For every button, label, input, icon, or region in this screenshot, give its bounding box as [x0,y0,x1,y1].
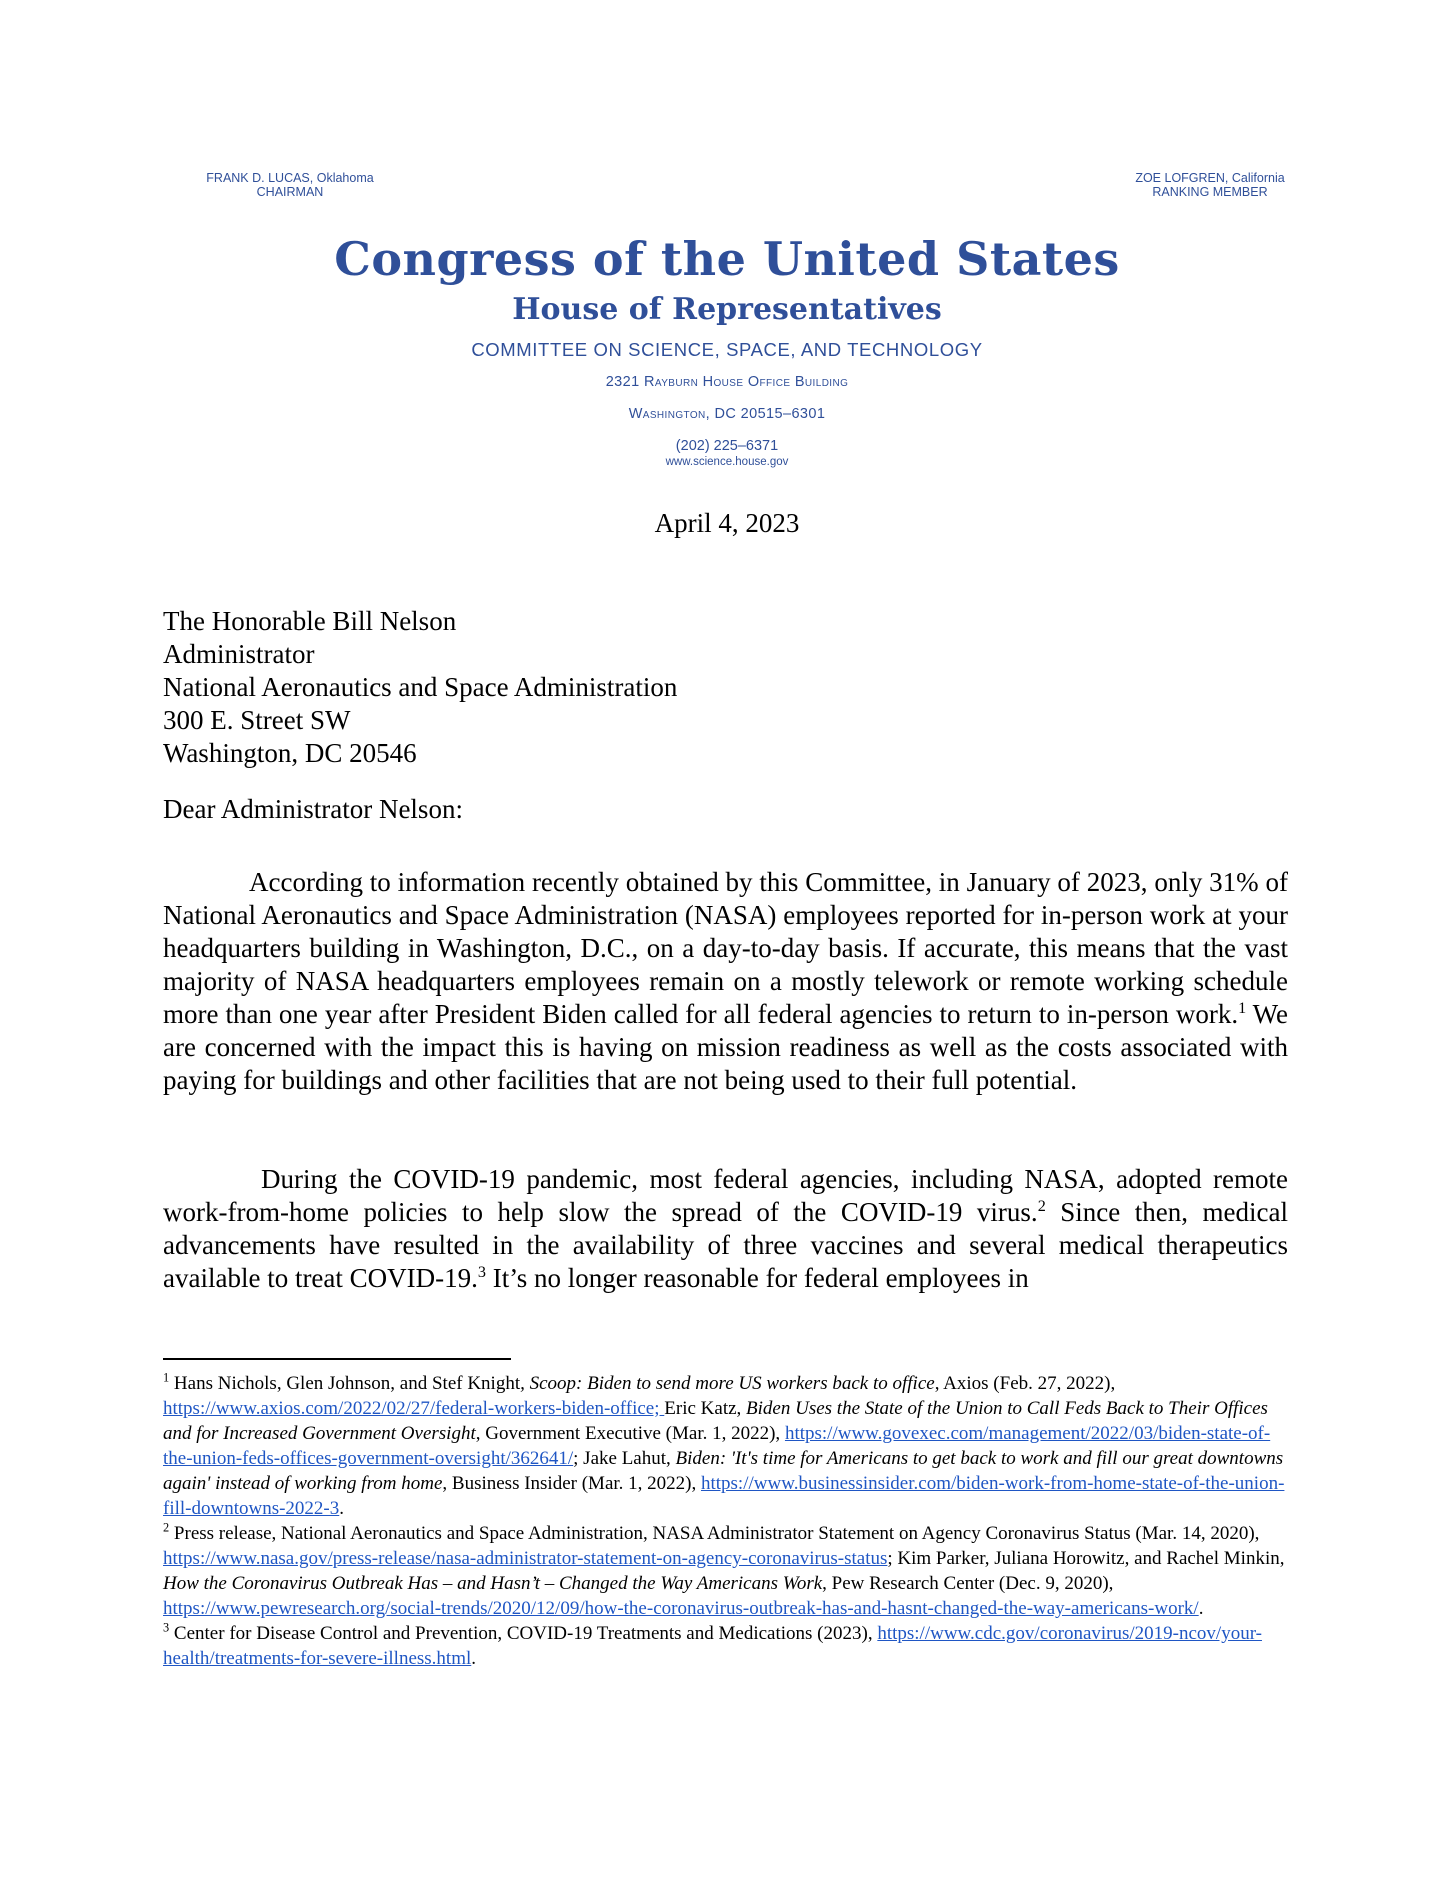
footnote-title: , Scoop: Biden to send more US workers back to office [520,1373,935,1394]
recipient-line: Washington, DC 20546 [163,738,417,768]
paragraph-2 [163,1163,1288,1295]
footnote-number: 3 [163,1620,170,1635]
footnote-link[interactable]: https://www.businessinsider.com/biden-work-from-home-state-of-the-union-fill-downtowns-2022-3 [163,1473,1285,1519]
footnote-text: , Business Insider (Mar. 1, 2022), [442,1473,701,1494]
footnote-text: , Government Executive (Mar. 1, 2022), [475,1423,785,1444]
footnote-link[interactable]: https://www.govexec.com/management/2022/03/biden-state-of-the-union-feds-offices-government-oversight/362641/ [163,1423,1271,1469]
footnote-title: Biden: 'It's time for Americans to get back to work and fill our great downtowns again' instead of working from home [163,1448,1284,1494]
footnote-title: Biden Uses the State of the Union to Call Feds Back to Their Offices and for Increased Government Oversight [163,1398,1268,1444]
footnote-text: Eric Katz, [664,1398,747,1419]
paragraph-1 [163,866,1288,1097]
office-address: 2321 Rayburn House Office Building [605,374,849,390]
website: www.science.house.gov [665,456,789,468]
recipient-line: 300 E. Street SW [163,705,351,735]
letter-date: April 4, 2023 [654,508,800,538]
house-heading: House of Representatives [512,292,942,327]
footnote-ref: 2 [1037,1197,1046,1215]
footnote-text: ; Kim Parker, Juliana Horowitz, and Rachel Minkin, [887,1548,1285,1569]
footnote-ref: 3 [477,1263,486,1281]
footnote-ref: 1 [1238,999,1247,1017]
footnote-number: 1 [163,1370,170,1385]
footnote-link[interactable]: https://www.axios.com/2022/02/27/federal-workers-biden-office; [163,1398,665,1419]
chairman-title: CHAIRMAN [256,185,324,199]
recipient-line: The Honorable Bill Nelson [163,606,457,636]
paragraph-text: Since then, medical advancements have resulted in the availability of three vaccines and several medical therapeutics available to treat COVID-19. [163,1197,1288,1293]
ranking-member-name: ZOE LOFGREN, California [1135,171,1285,185]
recipient-address [163,605,1288,770]
paragraph-text: It’s no longer reasonable for federal employees in [485,1263,1029,1293]
chairman-block [160,171,420,199]
chairman-name: FRANK D. LUCAS, Oklahoma [206,171,374,185]
city-zip: Washington, DC 20515–6301 [628,406,826,422]
paragraph-text: During the COVID-19 pandemic, most federal agencies, including NASA, adopted remote work-from-home policies to help slow the spread of the COVID-19 virus. [163,1164,1288,1227]
footnote-text: , Pew Research Center (Dec. 9, 2020), [822,1573,1114,1594]
ranking-member-title: RANKING MEMBER [1152,185,1268,199]
recipient-line: Administrator [163,639,315,669]
footnote-2 [163,1521,1288,1621]
footnote-text: . [471,1648,477,1669]
footnote-text: Press release, National Aeronautics and Space Administration, NASA Administrator Statement on Agency Coronavirus Status (Mar. 14, 2020), [169,1523,1260,1544]
footnote-text: . [339,1498,345,1519]
footnote-divider [163,1358,511,1360]
footnote-text: Center for Disease Control and Prevention, COVID-19 Treatments and Medications (2023), [169,1623,878,1644]
paragraph-text: We are concerned with the impact this is having on mission readiness as well as the costs associated with paying for buildings and other facilities that are not being used to their full potential. [163,999,1288,1095]
footnote-link[interactable]: https://www.nasa.gov/press-release/nasa-administrator-statement-on-agency-coronavirus-status [163,1548,888,1569]
footnote-text: . [1198,1598,1204,1619]
footnote-3 [163,1621,1288,1671]
footnotes [163,1371,1288,1671]
ranking-member-block [1075,171,1345,199]
footnote-text: ; Jake Lahut, [573,1448,676,1469]
footnote-text: Hans Nichols, Glen Johnson, and Stef Knight [169,1373,521,1394]
footnote-title: How the Coronavirus Outbreak Has – and Hasn’t – Changed the Way Americans Work [163,1573,823,1594]
committee-name: COMMITTEE ON SCIENCE, SPACE, AND TECHNOLOGY [471,339,983,360]
footnote-number: 2 [163,1520,170,1535]
recipient-line: National Aeronautics and Space Administration [163,672,678,702]
footnote-text: , Axios (Feb. 27, 2022), [934,1373,1116,1394]
paragraph-text: According to information recently obtained by this Committee, in January of 2023, only 31% of National Aeronautics and Space Administration (NASA) employees reported for in-person work at your headquarters building in Washington, D.C., on a day-to-day basis. If accurate, this means that the vast majority of NASA headquarters employees remain on a mostly telework or remote working schedule more than one year after President Biden called for all federal agencies to return to in-person work. [163,867,1288,1029]
footnote-link[interactable]: https://www.pewresearch.org/social-trends/2020/12/09/how-the-coronavirus-outbreak-has-and-hasnt-changed-the-way-americans-work/ [163,1598,1199,1619]
salutation: Dear Administrator Nelson: [163,794,463,824]
congress-heading: Congress of the United States [334,232,1120,286]
phone-number: (202) 225–6371 [675,438,779,454]
footnote-link[interactable]: https://www.cdc.gov/coronavirus/2019-ncov/your-health/treatments-for-severe-illness.html [163,1623,1262,1669]
footnote-1 [163,1371,1288,1521]
